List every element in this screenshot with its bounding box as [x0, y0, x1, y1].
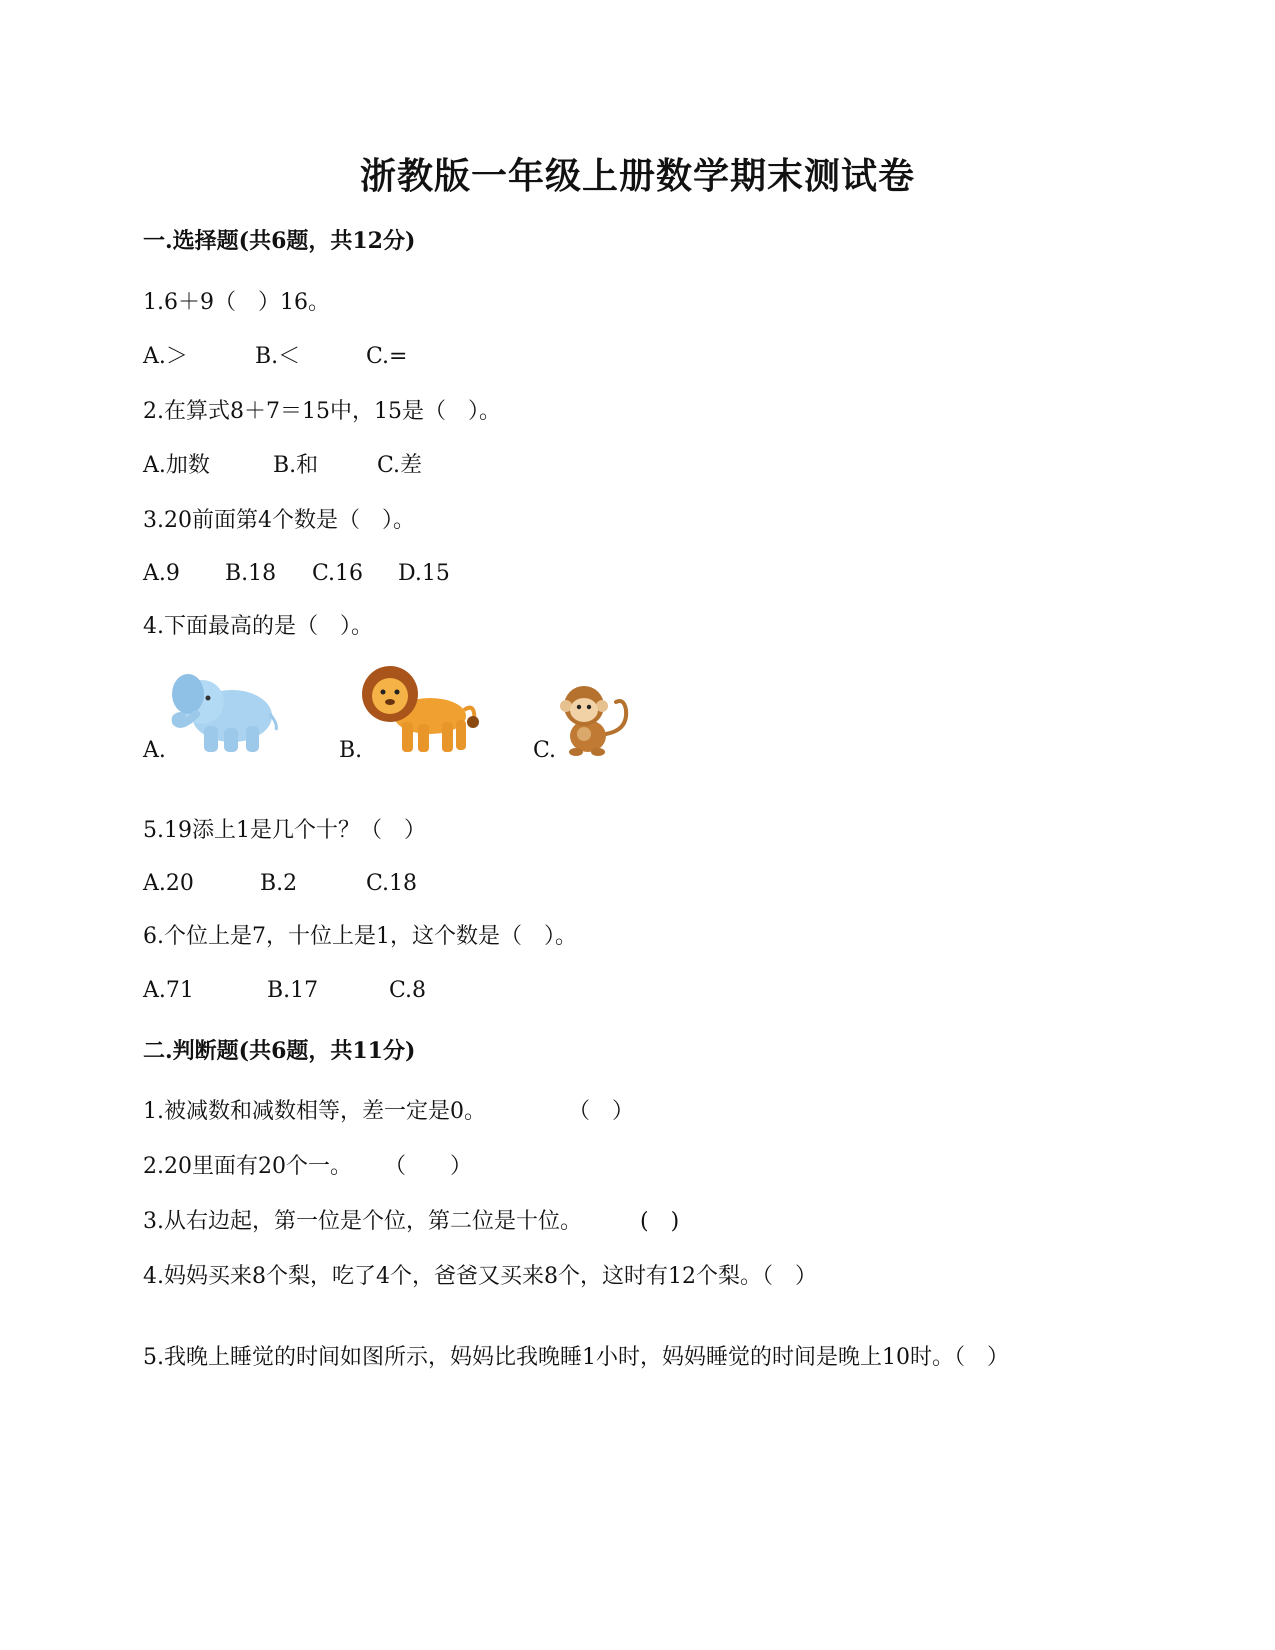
option-c: C.: [533, 738, 557, 763]
monkey-icon: [554, 680, 634, 760]
option-a: A.71: [143, 978, 194, 1003]
page-title: 浙教版一年级上册数学期末测试卷: [359, 155, 915, 197]
judgment-1: 1.被减数和减数相等，差一定是0。: [143, 1099, 486, 1124]
option-b: B.: [339, 738, 363, 763]
question-2: 2.在算式8＋7＝15中，15是（ ）。: [143, 399, 501, 424]
option-c: C.差: [377, 453, 423, 478]
option-b: B.2: [260, 871, 298, 896]
question-5: 5.19添上1是几个十？（ ）: [143, 818, 426, 843]
option-a: A.加数: [143, 453, 210, 478]
answer-blank: （ ）: [384, 1154, 473, 1179]
option-a: A.: [143, 738, 166, 763]
judgment-3: 3.从右边起，第一位是个位，第二位是十位。: [143, 1209, 582, 1234]
option-b: B.和: [273, 453, 319, 478]
question-1: 1.6＋9（ ）16。: [143, 290, 330, 315]
option-c: C.8: [389, 978, 427, 1003]
option-a: A.20: [143, 871, 194, 896]
section-heading-judgment: 二.判断题(共6题，共11分): [143, 1038, 416, 1064]
option-a: A.＞: [143, 344, 188, 369]
question-4: 4.下面最高的是（ ）。: [143, 614, 373, 639]
option-d: D.15: [398, 561, 450, 586]
answer-blank: （ ）: [568, 1099, 635, 1124]
answer-blank: ( ): [640, 1209, 680, 1234]
lion-icon: [358, 662, 482, 760]
question-6: 6.个位上是7，十位上是1，这个数是（ ）。: [143, 924, 577, 949]
option-b: B.＜: [255, 344, 301, 369]
option-c: C.16: [312, 561, 364, 586]
option-c: C.18: [366, 871, 418, 896]
option-a: A.9: [143, 561, 180, 586]
question-3: 3.20前面第4个数是（ ）。: [143, 508, 415, 533]
option-c: C.=: [366, 344, 408, 369]
option-b: B.18: [225, 561, 277, 586]
judgment-5: 5.我晚上睡觉的时间如图所示，妈妈比我晚睡1小时，妈妈睡觉的时间是晚上10时。（ ）: [143, 1345, 1009, 1370]
option-b: B.17: [267, 978, 319, 1003]
elephant-icon: [166, 668, 286, 760]
judgment-2: 2.20里面有20个一。: [143, 1154, 352, 1179]
section-heading-choice: 一.选择题(共6题，共12分): [143, 228, 416, 254]
judgment-4: 4.妈妈买来8个梨，吃了4个，爸爸又买来8个，这时有12个梨。（ ）: [143, 1264, 817, 1289]
